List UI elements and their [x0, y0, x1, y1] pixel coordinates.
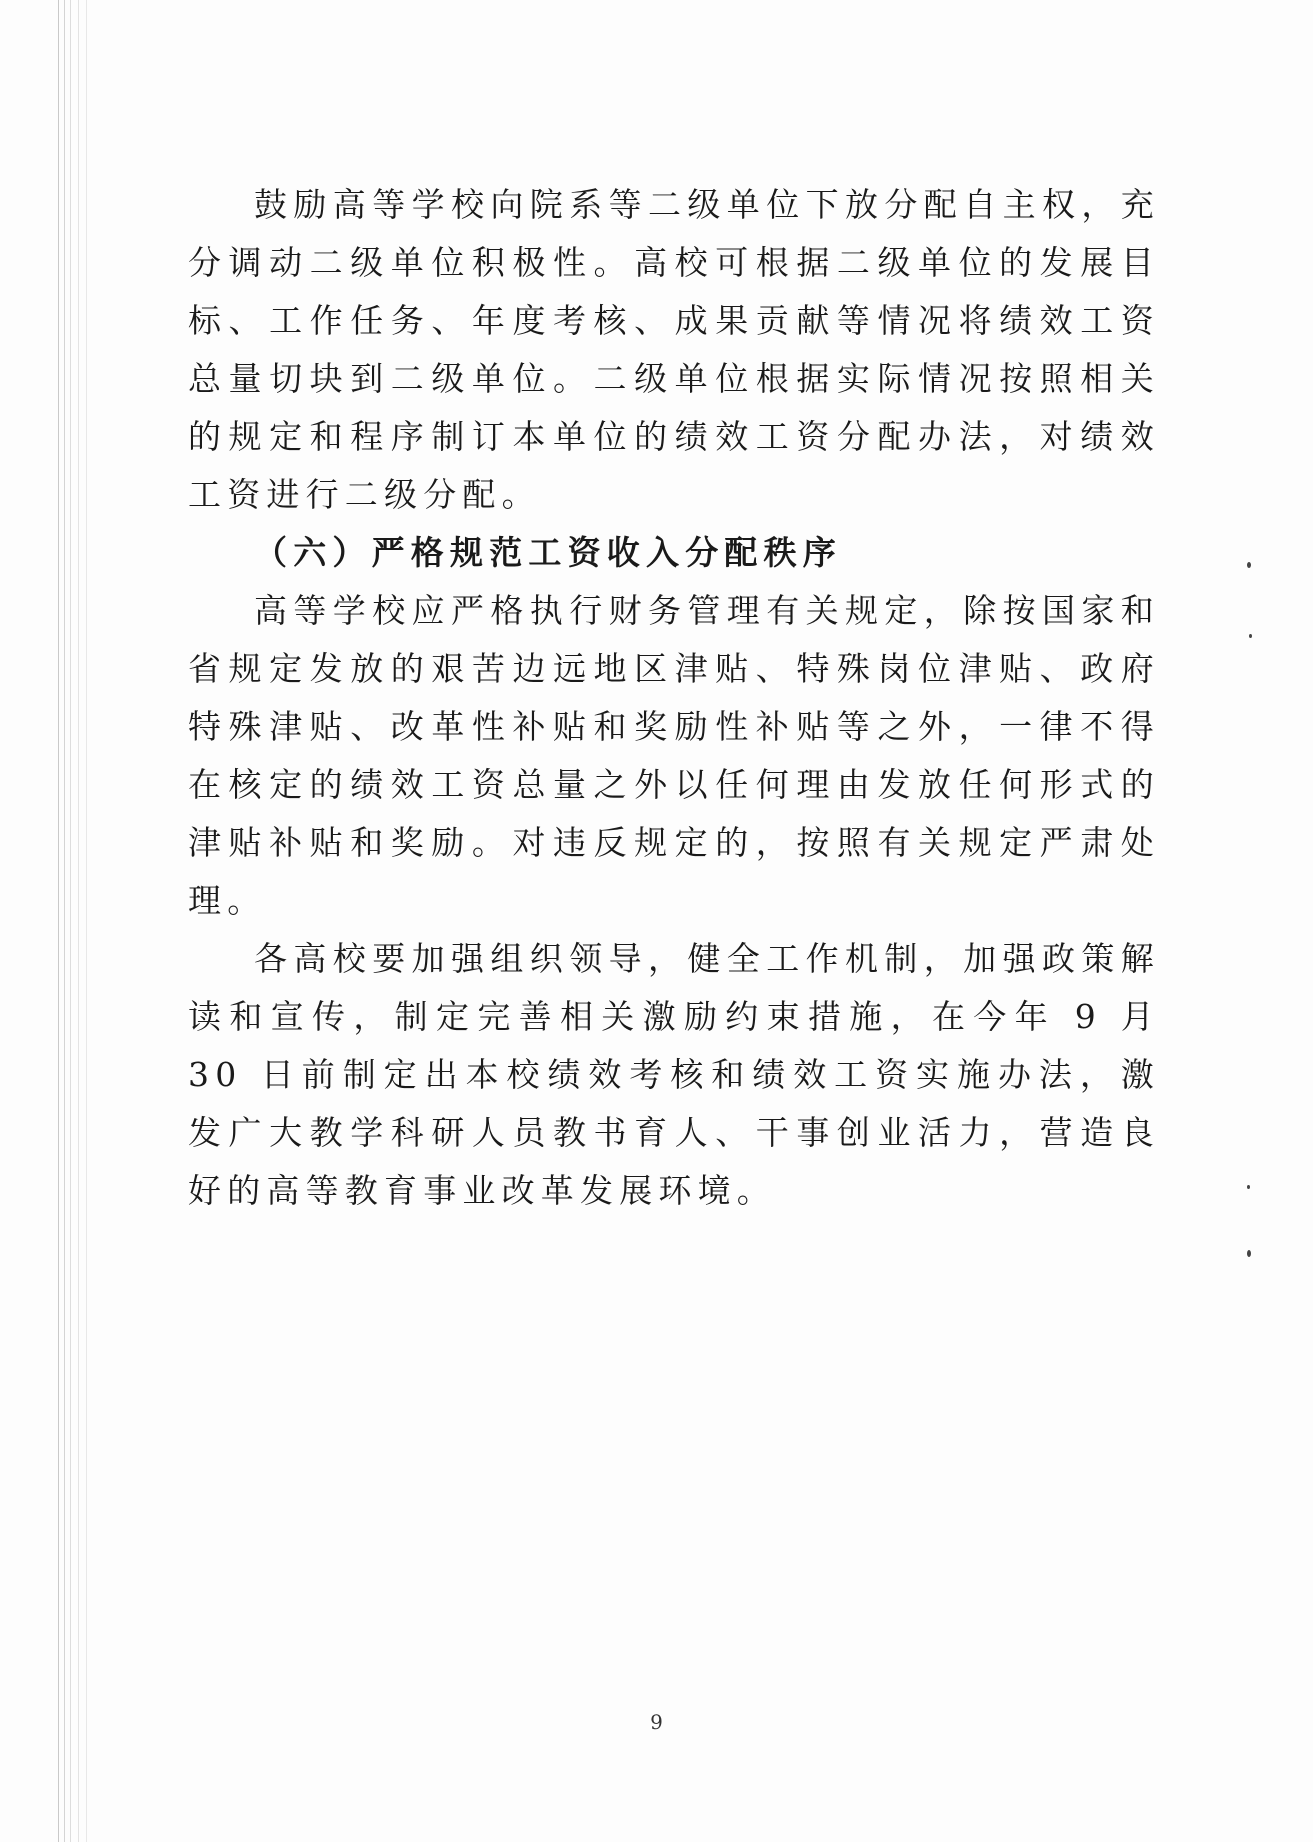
- scan-speck: [1247, 1185, 1250, 1189]
- scan-speck: [1247, 562, 1251, 568]
- section-heading-6: （六）严格规范工资收入分配秩序: [254, 533, 842, 572]
- binding-edge-line: [70, 0, 71, 1842]
- binding-edge-line: [78, 0, 79, 1842]
- binding-edge-line: [58, 0, 59, 1842]
- paragraph-implementation: 各高校要加强组织领导，健全工作机制，加强政策解读和宣传，制定完善相关激励约束措施，在今年 9 月 30 日前制定出本校绩效考核和绩效工资实施办法，激发广大教学科研人员教书育人、干事创业活力，营造良好的高等教育事业改革发展环境。: [188, 939, 1160, 1210]
- scan-speck: [1247, 1250, 1251, 1257]
- paragraph-secondary-units: 鼓励高等学校向院系等二级单位下放分配自主权，充分调动二级单位积极性。高校可根据二级单位的发展目标、工作任务、年度考核、成果贡献等情况将绩效工资总量切块到二级单位。二级单位根据实际情况按照相关的规定和程序制订本单位的绩效工资分配办法，对绩效工资进行二级分配。: [188, 185, 1160, 514]
- page-number: 9: [650, 1710, 663, 1734]
- binding-edge-line: [64, 0, 65, 1842]
- binding-edge-line: [86, 0, 87, 1842]
- document-body: [188, 176, 1160, 1220]
- scan-speck: [1249, 634, 1252, 638]
- paragraph-distribution-order: 高等学校应严格执行财务管理有关规定，除按国家和省规定发放的艰苦边远地区津贴、特殊岗位津贴、政府特殊津贴、改革性补贴和奖励性补贴等之外，一律不得在核定的绩效工资总量之外以任何理由发放任何形式的津贴补贴和奖励。对违反规定的，按照有关规定严肃处理。: [188, 591, 1160, 920]
